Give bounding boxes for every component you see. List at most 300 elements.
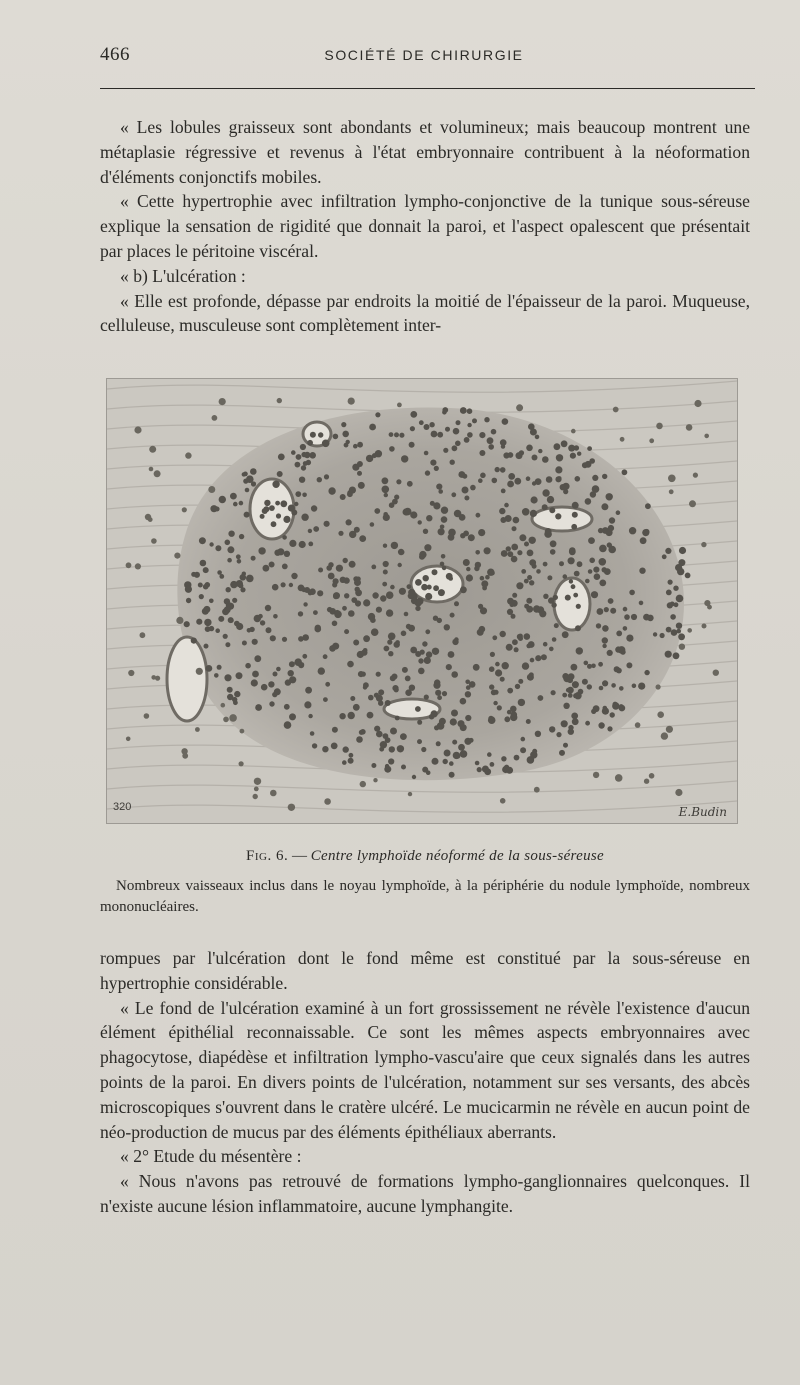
cell-nucleus [521,737,526,742]
cell-nucleus [606,529,613,536]
cell-nucleus [299,541,306,548]
cell-nucleus [285,679,291,685]
cell-nucleus [208,486,215,493]
cell-nucleus [280,500,287,507]
cell-nucleus [239,501,244,506]
cell-nucleus [568,557,575,564]
cell-nucleus [203,567,209,573]
cell-nucleus [713,670,719,676]
cell-nucleus [396,479,401,484]
cell-nucleus [318,667,325,674]
cell-nucleus [506,767,513,774]
cell-nucleus [529,559,536,566]
cell-nucleus [597,608,604,615]
cell-nucleus [451,492,456,497]
cell-nucleus [219,398,226,405]
cell-nucleus [427,585,432,590]
paragraph: rompues par l'ulcération dont le fond même est constitué par la sous-séreuse en hypertrophie considérable. [100,948,750,993]
cell-nucleus [487,752,492,757]
cell-nucleus [338,531,343,536]
cell-nucleus [301,465,306,470]
cell-nucleus [571,664,578,671]
cell-nucleus [632,684,637,689]
cell-nucleus [559,750,565,756]
cell-nucleus [507,688,513,694]
cell-nucleus [543,642,548,647]
cell-nucleus [577,452,581,456]
cell-nucleus [430,501,435,506]
cell-nucleus [435,690,441,696]
cell-nucleus [675,789,682,796]
cell-nucleus [543,562,548,567]
cell-nucleus [394,641,400,647]
cell-nucleus [434,679,440,685]
cell-nucleus [487,437,494,444]
cell-nucleus [487,569,494,576]
cell-nucleus [291,450,296,455]
cell-nucleus [463,559,470,566]
cell-nucleus [622,469,628,475]
cell-nucleus [343,577,349,583]
cell-nucleus [687,628,692,633]
cell-nucleus [353,640,359,646]
cell-nucleus [465,715,471,721]
cell-nucleus [408,792,412,796]
cell-nucleus [604,607,609,612]
cell-nucleus [623,607,628,612]
cell-nucleus [453,752,460,759]
cell-nucleus [541,654,547,660]
cell-nucleus [394,432,399,437]
cell-nucleus [612,702,619,709]
cell-nucleus [508,473,515,480]
cell-nucleus [545,528,552,535]
cell-nucleus [591,591,598,598]
cell-nucleus [371,565,376,570]
cell-nucleus [571,524,577,530]
cell-nucleus [347,491,353,497]
cell-nucleus [270,790,277,797]
cell-nucleus [522,662,529,669]
cell-nucleus [495,662,500,667]
cell-nucleus [240,587,245,592]
cell-nucleus [357,471,362,476]
cell-nucleus [467,408,473,414]
cell-nucleus [348,758,354,764]
cell-nucleus [639,568,645,574]
cell-nucleus [576,604,581,609]
cell-nucleus [585,498,592,505]
cell-nucleus [441,516,448,523]
cell-nucleus [298,611,303,616]
cell-nucleus [529,580,534,585]
cell-nucleus [587,664,592,669]
cell-nucleus [668,475,676,483]
cell-nucleus [451,671,458,678]
cell-nucleus [370,617,376,623]
cell-nucleus [616,631,622,637]
cell-nucleus [388,651,393,656]
cell-nucleus [418,520,422,524]
cell-nucleus [357,442,363,448]
cell-nucleus [329,645,336,652]
cell-nucleus [478,604,483,609]
cell-nucleus [372,592,378,598]
cell-nucleus [245,663,251,669]
cell-nucleus [440,525,445,530]
cell-nucleus [678,633,685,640]
cell-nucleus [500,517,506,523]
cell-nucleus [408,593,414,599]
cell-nucleus [383,544,387,548]
cell-nucleus [397,745,404,752]
cell-nucleus [317,477,322,482]
cell-nucleus [542,489,549,496]
cell-nucleus [437,432,443,438]
cell-nucleus [479,450,485,456]
cell-nucleus [282,564,288,570]
cell-nucleus [223,717,229,723]
cell-nucleus [543,594,548,599]
cell-nucleus [303,461,308,466]
cell-nucleus [363,635,370,642]
cell-nucleus [254,787,259,792]
cell-nucleus [493,701,497,705]
cell-nucleus [344,443,349,448]
cell-nucleus [593,567,599,573]
cell-nucleus [701,542,706,547]
cell-nucleus [416,598,423,605]
cell-nucleus [134,426,141,433]
cell-nucleus [307,440,313,446]
cell-nucleus [424,657,431,664]
cell-nucleus [465,680,470,685]
cell-nucleus [264,500,270,506]
cell-nucleus [482,766,489,773]
cell-nucleus [495,467,500,472]
cell-nucleus [550,549,556,555]
cell-nucleus [602,474,607,479]
cell-nucleus [397,403,402,408]
cell-nucleus [318,432,323,437]
cell-nucleus [313,610,318,615]
cell-nucleus [375,412,380,417]
cell-nucleus [536,569,541,574]
cell-nucleus [349,531,356,538]
cell-nucleus [404,612,409,617]
cell-nucleus [310,731,315,736]
cell-nucleus [233,700,238,705]
cell-nucleus [422,767,428,773]
cell-nucleus [616,510,621,515]
cell-nucleus [480,473,486,479]
cell-nucleus [215,545,221,551]
cell-nucleus [383,561,389,567]
cell-nucleus [547,496,554,503]
cell-nucleus [475,562,481,568]
cell-nucleus [174,553,180,559]
cell-nucleus [251,556,256,561]
cell-nucleus [452,639,458,645]
cell-nucleus [382,477,389,484]
cell-nucleus [402,667,408,673]
cell-nucleus [673,652,680,659]
cell-nucleus [524,542,529,547]
cell-nucleus [511,711,518,718]
cell-nucleus [446,573,453,580]
cell-nucleus [466,567,470,571]
cell-nucleus [407,584,412,589]
cell-nucleus [502,662,509,669]
cell-nucleus [649,773,655,779]
cell-nucleus [398,563,402,567]
cell-nucleus [273,614,278,619]
cell-nucleus [389,432,394,437]
cell-nucleus [610,608,616,614]
cell-nucleus [500,467,506,473]
cell-nucleus [376,607,382,613]
cell-nucleus [251,481,256,486]
cell-nucleus [508,551,514,557]
cell-nucleus [239,534,244,539]
cell-nucleus [224,606,231,613]
cell-nucleus [511,544,518,551]
cell-nucleus [629,590,635,596]
cell-nucleus [388,758,394,764]
cell-nucleus [460,586,467,593]
cell-nucleus [410,511,417,518]
caption-dash: — [291,848,307,864]
cell-nucleus [361,649,367,655]
cell-nucleus [670,614,676,620]
cell-nucleus [341,422,346,427]
cell-nucleus [477,767,482,772]
cell-nucleus [390,585,395,590]
cell-nucleus [501,489,506,494]
cell-nucleus [310,432,316,438]
cell-nucleus [295,462,301,468]
cell-nucleus [526,598,532,604]
cell-nucleus [204,644,209,649]
cell-nucleus [561,440,568,447]
cell-nucleus [478,529,485,536]
cell-nucleus [289,583,293,587]
cell-nucleus [526,719,531,724]
cell-nucleus [449,761,454,766]
cell-nucleus [450,460,455,465]
cell-nucleus [512,526,517,531]
cell-nucleus [707,605,712,610]
cell-nucleus [277,398,282,403]
cell-nucleus [350,696,355,701]
cell-nucleus [357,461,363,467]
cell-nucleus [489,684,494,689]
cell-nucleus [431,431,438,438]
cell-nucleus [284,704,290,710]
cell-nucleus [263,565,270,572]
cell-nucleus [571,584,576,589]
cell-nucleus [275,501,280,506]
cell-nucleus [389,746,395,752]
cell-nucleus [301,514,308,521]
cell-nucleus [530,658,535,663]
cell-nucleus [374,693,379,698]
cell-nucleus [644,670,649,675]
cell-nucleus [379,747,384,752]
cell-nucleus [425,593,432,600]
cell-nucleus [511,614,516,619]
cell-nucleus [382,582,387,587]
cell-nucleus [348,610,355,617]
cell-nucleus [572,681,579,688]
cell-nucleus [602,567,607,572]
cell-nucleus [665,651,672,658]
cell-nucleus [546,476,553,483]
cell-nucleus [589,458,595,464]
cell-nucleus [342,760,347,765]
cell-nucleus [649,438,654,443]
cell-nucleus [356,577,361,582]
cell-nucleus [209,626,214,631]
cell-nucleus [206,665,213,672]
cell-nucleus [330,490,335,495]
cell-nucleus [272,692,277,697]
cell-nucleus [530,510,537,517]
cell-nucleus [370,522,375,527]
cell-nucleus [462,487,469,494]
cell-nucleus [223,634,228,639]
cell-nucleus [602,637,608,643]
cell-nucleus [571,429,576,434]
cell-nucleus [571,713,578,720]
cell-nucleus [380,595,386,601]
figure-caption-title [100,848,750,865]
cell-nucleus [203,584,209,590]
cell-nucleus [424,451,429,456]
cell-nucleus [244,512,250,518]
cell-nucleus [526,606,533,613]
cell-nucleus [511,556,518,563]
cell-nucleus [588,569,593,574]
cell-nucleus [246,575,254,583]
cell-nucleus [426,515,432,521]
cell-nucleus [644,779,649,784]
cell-nucleus [569,579,573,583]
cell-nucleus [313,526,319,532]
cell-nucleus [294,502,298,506]
cell-nucleus [302,493,307,498]
cell-nucleus [196,619,202,625]
cell-nucleus [442,691,447,696]
cell-nucleus [465,691,471,697]
cell-nucleus [535,435,540,440]
cell-nucleus [407,481,413,487]
cell-nucleus [490,762,495,767]
cell-nucleus [194,572,200,578]
cell-nucleus [565,595,571,601]
cell-nucleus [660,633,665,638]
cell-nucleus [289,661,295,667]
figure-title: Centre lymphoïde néoformé de la sous-séreuse [310,848,604,864]
page-number: 466 [100,44,130,65]
cell-nucleus [305,687,312,694]
cell-nucleus [251,679,258,686]
cell-nucleus [359,730,364,735]
cell-nucleus [500,677,505,682]
cell-nucleus [371,628,379,636]
cell-nucleus [476,513,481,518]
cell-nucleus [572,512,578,518]
cell-nucleus [311,505,317,511]
cell-nucleus [288,804,295,811]
cell-nucleus [467,423,471,427]
cell-nucleus [452,740,457,745]
cell-nucleus [415,706,421,712]
cell-nucleus [272,584,279,591]
cell-nucleus [225,642,230,647]
cell-nucleus [394,495,399,500]
cell-nucleus [562,693,567,698]
cell-nucleus [554,623,559,628]
cell-nucleus [644,529,650,535]
cell-nucleus [668,580,673,585]
cell-nucleus [273,672,278,677]
cell-nucleus [418,658,423,663]
cell-nucleus [490,652,495,657]
cell-nucleus [145,514,151,520]
cell-nucleus [521,569,526,574]
cell-nucleus [470,485,476,491]
cell-nucleus [383,514,390,521]
cell-nucleus [332,621,338,627]
cell-nucleus [689,500,696,507]
cell-nucleus [524,579,529,584]
cell-nucleus [448,651,455,658]
cell-nucleus [596,623,601,628]
cell-nucleus [484,547,491,554]
cell-nucleus [322,746,328,752]
header-rule [100,88,755,89]
cell-nucleus [443,759,448,764]
cell-nucleus [675,564,682,571]
cell-nucleus [176,617,183,624]
cell-nucleus [284,721,292,729]
cell-nucleus [645,503,651,509]
cell-nucleus [489,666,495,672]
cell-nucleus [450,613,455,618]
cell-nucleus [185,452,191,458]
cell-nucleus [304,701,311,708]
cell-nucleus [367,712,374,719]
cell-nucleus [518,699,525,706]
cell-nucleus [492,635,497,640]
figure-label: Fig. 6. [246,848,289,864]
cell-nucleus [342,606,347,611]
cell-nucleus [530,429,537,436]
cell-nucleus [451,710,458,717]
cell-nucleus [599,545,607,553]
cell-nucleus [520,747,526,753]
cell-nucleus [312,743,317,748]
cell-nucleus [389,446,395,452]
cell-nucleus [333,434,339,440]
cell-nucleus [584,661,589,666]
cell-nucleus [315,625,321,631]
cell-nucleus [387,640,392,645]
cell-nucleus [438,489,443,494]
cell-nucleus [126,737,131,742]
cell-nucleus [215,628,220,633]
